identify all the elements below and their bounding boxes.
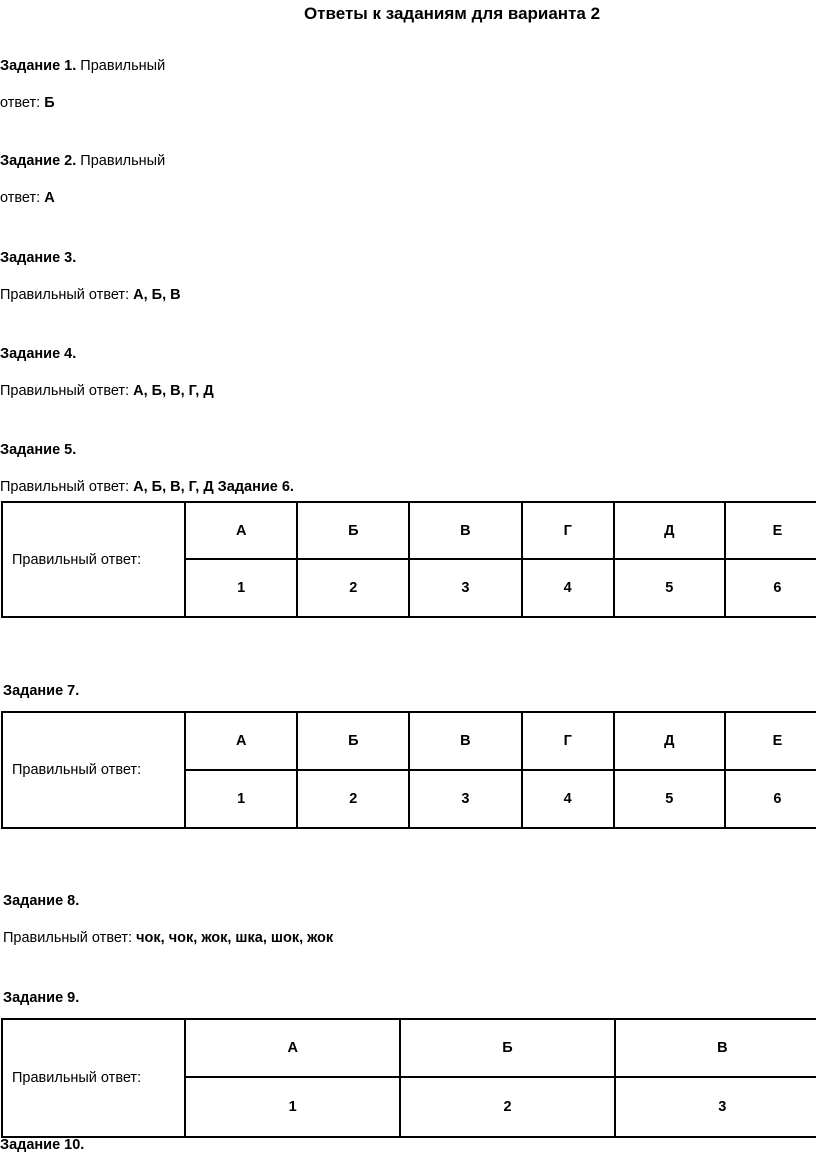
task-7-letter-cell: Е	[725, 712, 816, 770]
task-7-number-cell: 6	[725, 770, 816, 828]
task-9-letter-cell: А	[185, 1019, 400, 1077]
task-7-number-cell: 2	[297, 770, 409, 828]
task-1-line	[0, 58, 165, 74]
task-9-label: Задание 9.	[3, 990, 80, 1006]
task-3-answer: А, Б, В	[133, 287, 181, 303]
task-3-label: Задание 3.	[0, 250, 77, 266]
task-7-letter-cell: Г	[522, 712, 614, 770]
task-2-answer-line	[0, 190, 55, 206]
task-6-number-cell: 5	[614, 559, 725, 617]
task-2-text: Правильный	[76, 153, 166, 169]
task-7-number-cell: 4	[522, 770, 614, 828]
task-6-number-cell: 4	[522, 559, 614, 617]
task-7-label: Задание 7.	[3, 683, 80, 699]
task-10-label: Задание 10.	[0, 1137, 85, 1153]
task-10-line	[0, 1137, 84, 1153]
task-8-answer-line	[3, 930, 333, 946]
task-6-letter-cell: Б	[297, 502, 409, 559]
task-7-line	[3, 683, 79, 699]
task-6-letter-cell: В	[409, 502, 521, 559]
task-8-answer-prefix: Правильный ответ:	[3, 930, 137, 946]
task-3-answer-prefix: Правильный ответ:	[0, 287, 134, 303]
task-5-answer: А, Б, В, Г, Д	[133, 479, 214, 495]
task-6-number-cell: 3	[409, 559, 521, 617]
task-9-number-cell: 3	[615, 1077, 816, 1137]
task-5-label: Задание 5.	[0, 442, 77, 458]
task-8-line	[3, 893, 79, 909]
task-9-line	[3, 990, 79, 1006]
task-6-number-cell: 6	[725, 559, 816, 617]
task-4-answer-prefix: Правильный ответ:	[0, 383, 134, 399]
task-7-number-cell: 1	[185, 770, 297, 828]
task-1-answer: Б	[44, 95, 55, 111]
task-8-answer: чок, чок, жок, шка, шок, жок	[136, 930, 334, 946]
task-6-letter-cell: Е	[725, 502, 816, 559]
task-4-line	[0, 346, 76, 362]
task-4-label: Задание 4.	[0, 346, 77, 362]
task-3-line	[0, 250, 76, 266]
task-7-letter-cell: Б	[297, 712, 409, 770]
task-6-number-cell: 1	[185, 559, 297, 617]
task-2-answer: А	[44, 190, 55, 206]
task-5-answer-line	[0, 479, 294, 495]
task-2-label: Задание 2.	[0, 153, 77, 169]
task-6-row-label: Правильный ответ:	[2, 502, 185, 617]
task-7-number-cell: 5	[614, 770, 725, 828]
task-1-answer-prefix: ответ:	[0, 95, 45, 111]
task-3-answer-line	[0, 287, 181, 303]
task-9-number-cell: 1	[185, 1077, 400, 1137]
task-6-label: Задание 6.	[213, 479, 294, 495]
task-1-label: Задание 1.	[0, 58, 77, 74]
task-9-row-label: Правильный ответ:	[2, 1019, 185, 1137]
task-9-letter-cell: Б	[400, 1019, 614, 1077]
task-9-letter-cell: В	[615, 1019, 816, 1077]
task-9-number-cell: 2	[400, 1077, 614, 1137]
task-6-number-cell: 2	[297, 559, 409, 617]
task-7-table	[1, 711, 816, 829]
task-9-table	[1, 1018, 816, 1138]
task-4-answer: А, Б, В, Г, Д	[133, 383, 214, 399]
task-2-line	[0, 153, 165, 169]
task-7-row-label: Правильный ответ:	[2, 712, 185, 828]
task-7-letter-cell: В	[409, 712, 521, 770]
task-6-letter-cell: Д	[614, 502, 725, 559]
task-5-line	[0, 442, 76, 458]
task-7-letter-cell: Д	[614, 712, 725, 770]
task-7-letter-cell: А	[185, 712, 297, 770]
task-6-table	[1, 501, 816, 618]
task-7-number-cell: 3	[409, 770, 521, 828]
task-6-letter-cell: Г	[522, 502, 614, 559]
task-4-answer-line	[0, 383, 214, 399]
task-1-text: Правильный	[76, 58, 166, 74]
task-2-answer-prefix: ответ:	[0, 190, 45, 206]
task-1-answer-line	[0, 95, 55, 111]
page-title: Ответы к заданиям для варианта 2	[303, 4, 601, 23]
task-6-letter-cell: А	[185, 502, 297, 559]
task-5-answer-prefix: Правильный ответ:	[0, 479, 134, 495]
task-8-label: Задание 8.	[3, 893, 80, 909]
